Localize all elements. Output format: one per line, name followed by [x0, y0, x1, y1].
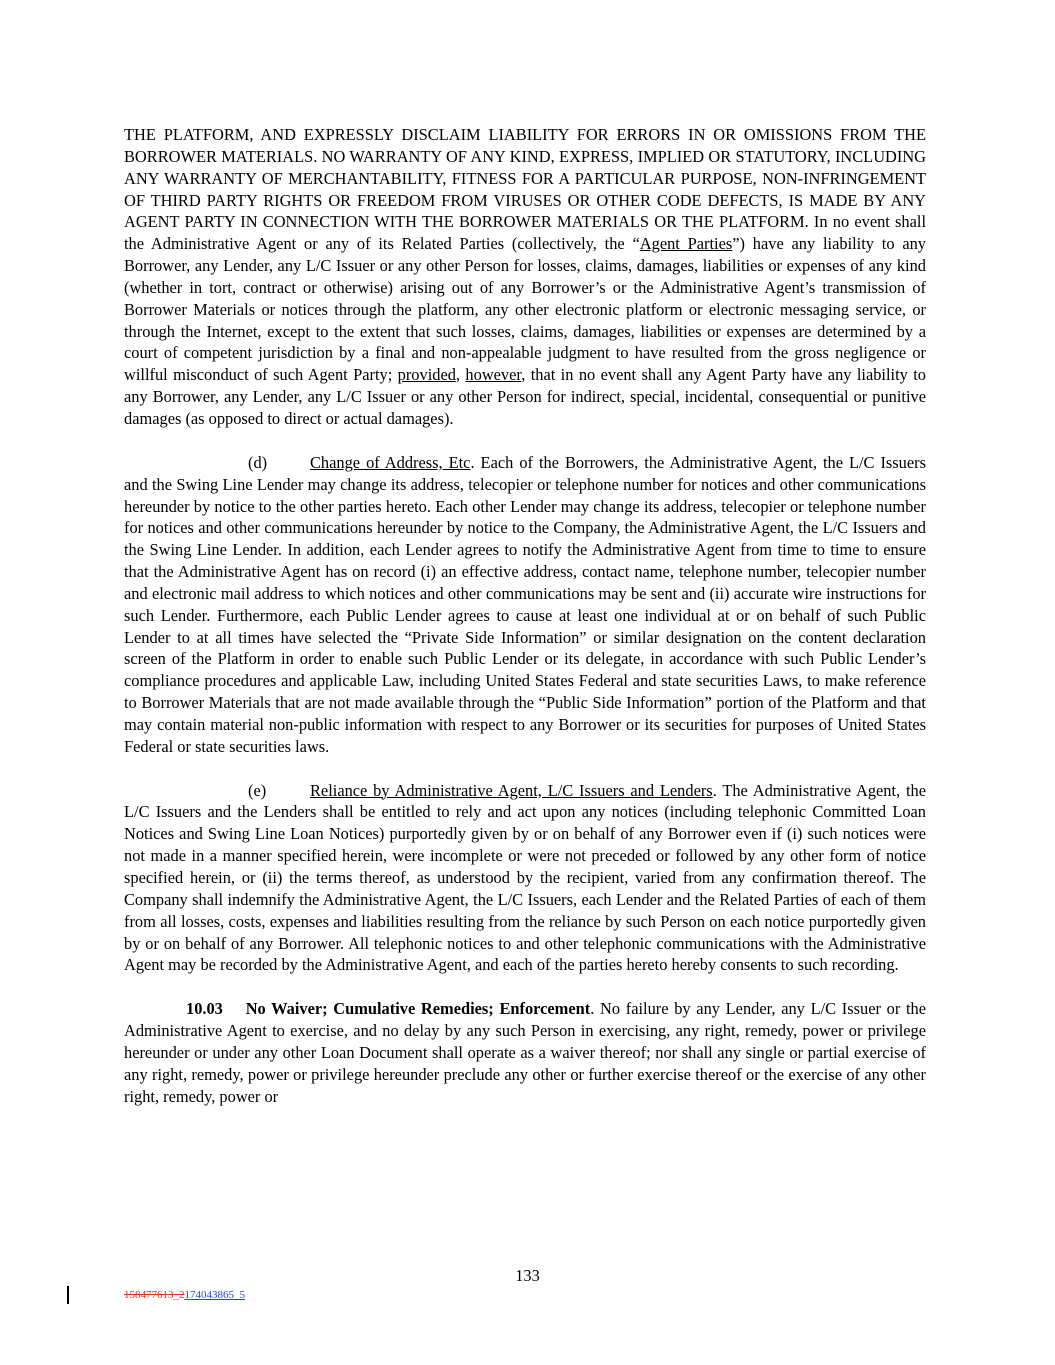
paragraph-disclaimer: THE PLATFORM, AND EXPRESSLY DISCLAIM LIABILITY FOR ERRORS IN OR OMISSIONS FROM THE BORROWER MATERIALS. NO WARRANTY OF ANY KIND, EXPRESS, IMPLIED OR STATUTORY, INCLUDING ANY WARRANTY OF MERCHANTABILITY, FITNESS FOR A PARTICULAR PURPOSE, NON-INFRINGEMENT OF THIRD PARTY RIGHTS OR FREEDOM FROM VIRUSES OR OTHER CODE DEFECTS, IS MADE BY ANY AGENT PARTY IN CONNECTION WITH THE BORROWER MATERIALS OR THE PLATFORM. In no event shall the Administrative Agent or any of its Related Parties (collectively, the “Agent Parties”) have any liability to any Borrower, any Lender, any L/C Issuer or any other Person for losses, claims, damages, liabilities or expenses of any kind (whether in tort, contract or otherwise) arising out of any Borrower’s or the Administrative Agent’s transmission of Borrower Materials or notices through the platform, any other electronic platform or electronic messaging service, or through the Internet, except to the extent that such losses, claims, damages, liabilities or expenses are determined by a court of competent jurisdiction by a final and non-appealable judgment to have resulted from the gross negligence or willful misconduct of such Agent Party; provided, however, that in no event shall any Agent Party have any liability to any Borrower, any Lender, any L/C Issuer or any other Person for indirect, special, incidental, consequential or punitive damages (as opposed to direct or actual damages). [124, 125, 926, 428]
section-10-03: 10.03 No Waiver; Cumulative Remedies; Enforcement. No failure by any Lender, any L/C Issuer or the Administrative Agent to exercise, and no delay by any such Person in exercising, any right, remedy, power or privilege hereunder or under any other Loan Document shall operate as a waiver thereof; nor shall any single or partial exercise of any right, remedy, power or privilege hereunder preclude any other or further exercise thereof or the exercise of any other right, remedy, power or [124, 999, 927, 1106]
document-id [124, 1289, 245, 1301]
doc-id-inserted: 174043865_5 [184, 1289, 245, 1301]
page-number: 133 [515, 1266, 540, 1285]
doc-id-deleted: 158477613_2 [124, 1289, 185, 1301]
provided-term: provided [397, 365, 456, 385]
section-number: 10.03 [186, 999, 223, 1019]
change-bar [67, 1286, 69, 1304]
clause-label-d: (d) [248, 452, 268, 472]
section-title: No Waiver; Cumulative Remedies; Enforcement [245, 999, 591, 1019]
paragraph-e: (e) Reliance by Administrative Agent, L/C Issuers and Lenders. The Administrative Agent, the L/C Issuers and the Lenders shall be entitled to rely and act upon any notices (including telephonic Committed Loan Notices and Swing Line Loan Notices) purportedly given by or on behalf of any Borrower even if (i) such notices were not made in a manner specified herein, were incomplete or were not preceded or followed by any other form of notice specified herein, or (ii) the terms thereof, as understood by the recipient, varied from any confirmation thereof. The Company shall indemnify the Administrative Agent, the L/C Issuers, each Lender and the Related Parties of each of them from all losses, costs, expenses and liabilities resulting from the reliance by such Person on each notice purportedly given by or on behalf of any Borrower. All telephonic notices to and other telephonic communications with the Administrative Agent may be recorded by the Administrative Agent, and each of the parties hereto hereby consents to such recording. [124, 780, 927, 975]
document-body [124, 124, 926, 1107]
clause-label-e: (e) [248, 780, 267, 800]
however-term: however [465, 365, 522, 385]
clause-title-d: Change of Address, Etc [310, 452, 471, 472]
clause-title-e: Reliance by Administrative Agent, L/C Issuers and Lenders [310, 780, 713, 800]
paragraph-d: (d) Change of Address, Etc. Each of the Borrowers, the Administrative Agent, the L/C Issuers and the Swing Line Lender may change its address, telecopier or telephone number for notices and other communications hereunder by notice to the other parties hereto. Each other Lender may change its address, telecopier or telephone number for notices and other communications hereunder by notice to the Company, the Administrative Agent, the L/C Issuers and the Swing Line Lender. In addition, each Lender agrees to notify the Administrative Agent from time to time to ensure that the Administrative Agent has on record (i) an effective address, contact name, telephone number, telecopier number and electronic mail address to which notices and other communications may be sent and (ii) accurate wire instructions for such Lender. Furthermore, each Public Lender agrees to cause at least one individual at or on behalf of such Public Lender to at all times have selected the “Private Side Information” or similar designation on the content declaration screen of the Platform in order to enable such Public Lender or its delegate, in accordance with such Public Lender’s compliance procedures and applicable Law, including United States Federal and state securities Laws, to make reference to Borrower Materials that are not made available through the “Public Side Information” portion of the Platform and that may contain material non-public information with respect to any Borrower or its securities for purposes of United States Federal or state securities laws. [124, 452, 926, 756]
defined-term-agent-parties: Agent Parties [639, 234, 733, 254]
